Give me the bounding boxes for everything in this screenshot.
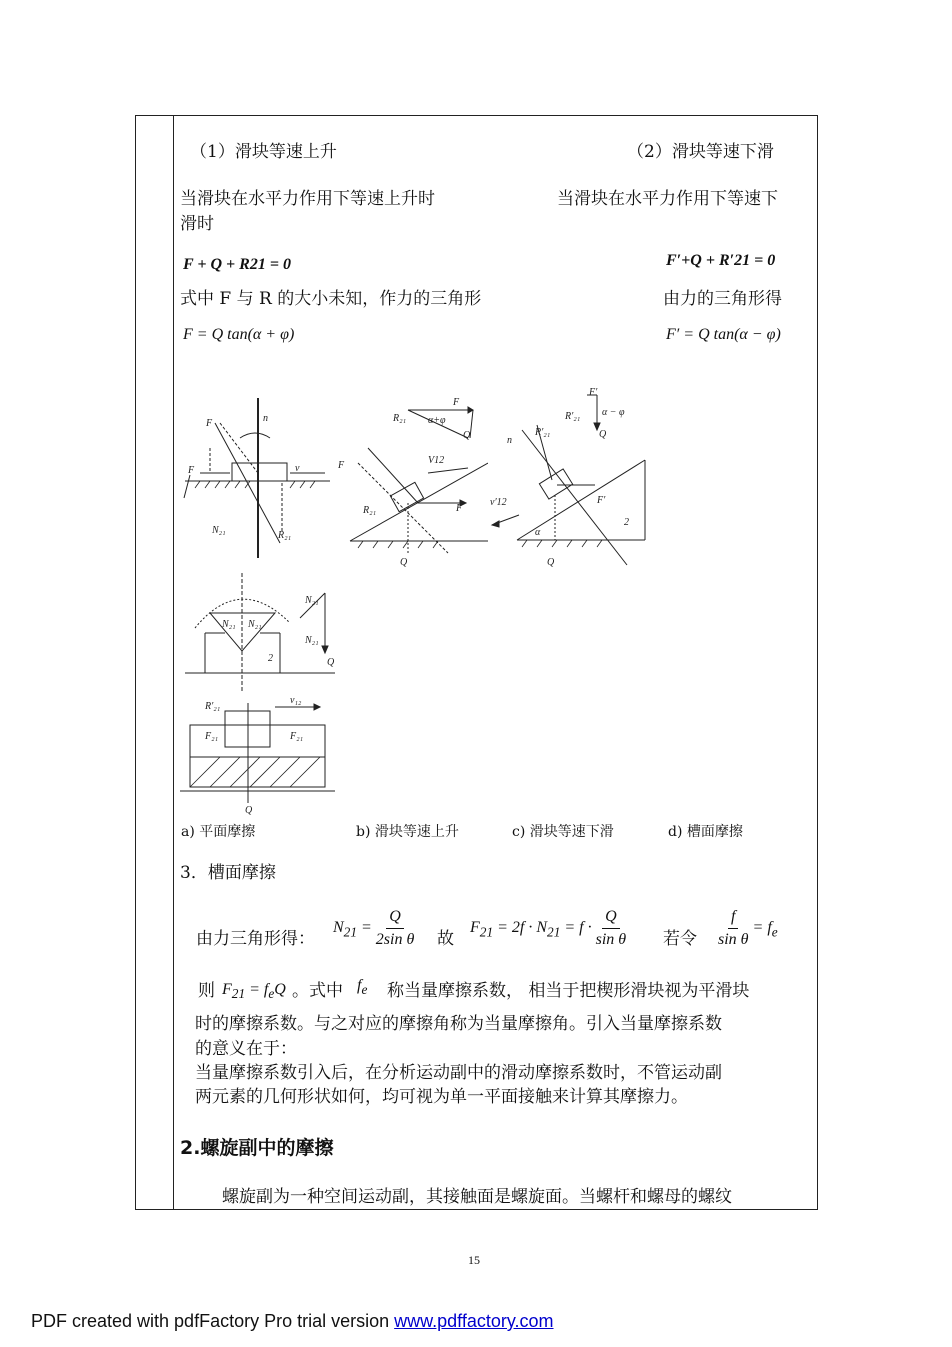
- svg-text:N₂₁: N₂₁: [305, 635, 319, 646]
- figure-a-plane-friction: [180, 393, 335, 563]
- svg-text:Q: Q: [245, 805, 253, 815]
- svg-text:F₂₁: F₂₁: [205, 731, 219, 742]
- svg-text:R′₂₁: R′₂₁: [205, 701, 221, 712]
- figure-d-slider-plate: [180, 693, 340, 815]
- para-1: 称当量摩擦系数， 相当于把楔形滑块视为平滑块: [387, 981, 750, 1001]
- svg-text:n: n: [507, 435, 512, 446]
- svg-text:v₁₂: v₁₂: [290, 695, 302, 706]
- screw-para: 螺旋副为一种空间运动副，其接触面是螺旋面。当螺杆和螺母的螺纹: [222, 1187, 732, 1207]
- svg-text:R′₂₁: R′₂₁: [565, 411, 581, 422]
- svg-text:R₂₁: R₂₁: [363, 505, 377, 516]
- caption-b: b) 滑块等速上升: [356, 824, 459, 840]
- formula-n21: $N_{21}$ = $\frac{Q}{\text{2sin θ}}$: [333, 908, 415, 948]
- down-title: （2）滑块等速下滑: [627, 142, 774, 162]
- svg-text:N₂₁: N₂₁: [222, 619, 236, 630]
- footer-text: PDF created with pdfFactory Pro trial version: [31, 1311, 395, 1331]
- formula-fe: $\frac{f}{\text{sin θ}}$ = $f_e$: [718, 908, 778, 948]
- formula-f21-feq: $F_{21} = f_eQ$: [222, 981, 286, 1002]
- svg-text:α − φ: α − φ: [602, 407, 625, 418]
- pdf-footer: [31, 1311, 554, 1332]
- svg-text:F₂₁: F₂₁: [290, 731, 304, 742]
- caption-d: d) 槽面摩擦: [668, 824, 743, 840]
- result-down: F′ = Q tan(α − φ): [666, 326, 781, 343]
- svg-text:R₂₁: R₂₁: [278, 530, 292, 541]
- result-up: F = Q tan(α + φ): [183, 326, 295, 343]
- figure-b-slider-up: [338, 393, 488, 568]
- svg-text:V12: V12: [428, 455, 445, 466]
- svg-text:Q: Q: [400, 557, 408, 568]
- svg-text:v′12: v′12: [490, 497, 507, 508]
- caption-a: a) 平面摩擦: [181, 824, 256, 840]
- formula-ruoling: 若令: [663, 929, 697, 949]
- svg-text:F: F: [206, 418, 213, 429]
- svg-text:N₂₁: N₂₁: [248, 619, 262, 630]
- formula-lead: 由力三角形得：: [196, 929, 315, 949]
- para-ze: 则: [198, 981, 215, 1001]
- svg-text:F′: F′: [589, 387, 598, 398]
- screw-heading: 2.螺旋副中的摩擦: [180, 1137, 334, 1159]
- eq-down: F′+Q + R′21 = 0: [666, 252, 776, 269]
- svg-text:Q: Q: [463, 430, 471, 441]
- para-4: 当量摩擦系数引入后，在分析运动副中的滑动摩擦系数时，不管运动副: [195, 1063, 722, 1083]
- caption-c: c) 滑块等速下滑: [512, 824, 614, 840]
- up-title: （1）滑块等速上升: [190, 142, 337, 162]
- formula-f21: $F_{21} = 2f \cdot N_{21} = f$ · $\frac{Q}{\text{sin θ}}$: [470, 908, 627, 948]
- para-2: 时的摩擦系数。与之对应的摩擦角称为当量摩擦角。引入当量摩擦系数: [195, 1014, 722, 1034]
- svg-text:F: F: [338, 460, 345, 471]
- svg-text:2: 2: [624, 517, 629, 528]
- svg-text:F: F: [453, 397, 460, 408]
- svg-text:R₂₁: R₂₁: [393, 413, 407, 424]
- table-column-divider: [173, 116, 174, 1209]
- svg-text:F: F: [456, 503, 463, 514]
- svg-text:n: n: [263, 413, 268, 424]
- down-desc: 当滑块在水平力作用下等速下: [557, 189, 778, 209]
- para-shizhong: 。式中: [292, 981, 343, 1001]
- para-3: 的意义在于：: [195, 1039, 297, 1059]
- svg-text:Q: Q: [327, 657, 335, 668]
- formula-fe-inline: $f_e$: [357, 977, 368, 998]
- svg-text:2: 2: [268, 653, 273, 664]
- footer-link[interactable]: www.pdffactory.com: [394, 1311, 554, 1331]
- svg-text:N₂₁: N₂₁: [305, 595, 319, 606]
- svg-text:F: F: [188, 465, 195, 476]
- svg-text:α+φ: α+φ: [428, 415, 446, 426]
- figure-c-slider-down: [487, 385, 649, 570]
- svg-text:Q: Q: [599, 429, 607, 440]
- svg-text:N₂₁: N₂₁: [212, 525, 226, 536]
- svg-text:Q: Q: [547, 557, 555, 568]
- svg-text:α: α: [535, 527, 541, 538]
- eq-up: F + Q + R21 = 0: [183, 256, 291, 273]
- para-5: 两元素的几何形状如何，均可视为单一平面接触来计算其摩擦力。: [195, 1087, 688, 1107]
- note-up: 式中 F 与 R 的大小未知，作力的三角形: [180, 289, 482, 309]
- groove-heading: 3．槽面摩擦: [180, 863, 276, 883]
- svg-text:F′: F′: [597, 495, 606, 506]
- down-desc-cont: 滑时: [180, 214, 214, 234]
- svg-text:v: v: [295, 463, 300, 474]
- formula-gu: 故: [437, 929, 454, 949]
- figure-d-groove-friction: [180, 573, 340, 693]
- up-desc: 当滑块在水平力作用下等速上升时: [180, 189, 435, 209]
- svg-text:R′₂₁: R′₂₁: [535, 427, 551, 438]
- page-number: 15: [468, 1253, 480, 1267]
- note-down: 由力的三角形得: [663, 289, 782, 309]
